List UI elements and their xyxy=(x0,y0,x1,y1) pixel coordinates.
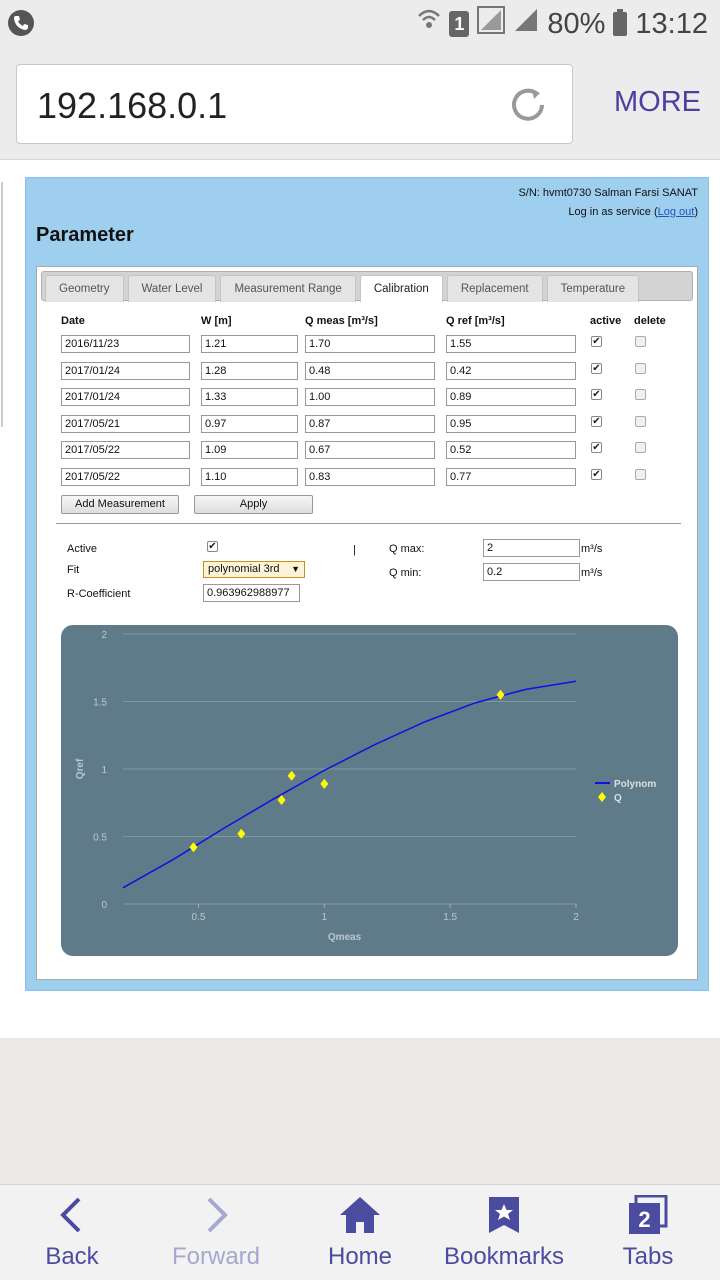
x-tick-label: 1 xyxy=(321,912,328,923)
legend-label: Q xyxy=(614,793,622,804)
add-measurement-button[interactable]: Add Measurement xyxy=(61,495,179,514)
chevron-right-icon xyxy=(201,1195,231,1240)
header-active: active xyxy=(590,315,622,327)
x-tick-label: 2 xyxy=(573,912,579,923)
tab-water-level[interactable]: Water Level xyxy=(128,275,217,302)
tab-temperature[interactable]: Temperature xyxy=(547,275,640,302)
page-background xyxy=(0,1038,720,1184)
forward-label: Forward xyxy=(171,1243,261,1270)
clock: 13:12 xyxy=(635,7,708,40)
header-qmeas: Q meas [m³/s] xyxy=(305,315,378,327)
y-tick-label: 1.5 xyxy=(93,697,107,709)
tab-bar xyxy=(41,271,693,301)
delete-checkbox[interactable] xyxy=(635,469,646,480)
web-page xyxy=(0,160,720,1184)
active-checkbox[interactable]: ✔ xyxy=(592,442,601,454)
x-axis-label: Qmeas xyxy=(327,932,362,943)
sim-icon: 1 xyxy=(449,11,469,37)
bookmarks-button[interactable] xyxy=(432,1185,576,1280)
chevron-left-icon xyxy=(57,1195,87,1240)
w-field[interactable]: 1.28 xyxy=(201,362,298,380)
qref-field[interactable]: 1.55 xyxy=(446,335,576,353)
qmin-field[interactable]: 0.2 xyxy=(483,563,580,581)
delete-checkbox[interactable] xyxy=(635,442,646,453)
w-field[interactable]: 0.97 xyxy=(201,415,298,433)
active-checkbox[interactable]: ✔ xyxy=(592,415,601,427)
qmax-field[interactable]: 2 xyxy=(483,539,580,557)
active-checkbox[interactable]: ✔ xyxy=(592,362,601,374)
date-field[interactable]: 2016/11/23 xyxy=(61,335,190,353)
w-field[interactable]: 1.33 xyxy=(201,388,298,406)
qmax-label: Q max: xyxy=(389,543,425,555)
status-icons xyxy=(417,6,708,42)
w-field[interactable]: 1.09 xyxy=(201,441,298,459)
tabs-button[interactable] xyxy=(576,1185,720,1280)
back-button[interactable] xyxy=(0,1185,144,1280)
qmeas-field[interactable]: 0.67 xyxy=(305,441,435,459)
active-checkbox[interactable]: ✔ xyxy=(208,541,217,552)
active-label: Active xyxy=(67,543,97,555)
battery-icon xyxy=(613,12,627,36)
fit-select[interactable] xyxy=(203,561,305,578)
active-checkbox[interactable]: ✔ xyxy=(592,336,601,347)
y-tick-label: 2 xyxy=(101,630,107,641)
rcoef-field[interactable]: 0.963962988977 xyxy=(203,584,300,602)
data-point xyxy=(189,842,197,852)
y-tick-label: 0 xyxy=(101,900,107,911)
qmeas-field[interactable]: 0.83 xyxy=(305,468,435,486)
logout-link[interactable]: Log out xyxy=(657,206,695,218)
tab-calibration[interactable]: Calibration xyxy=(360,275,443,302)
qref-field[interactable]: 0.42 xyxy=(446,362,576,380)
url-field[interactable] xyxy=(16,64,573,144)
tabs-label: Tabs xyxy=(622,1243,674,1270)
back-label: Back xyxy=(45,1243,99,1270)
dropdown-arrow-icon: ▼ xyxy=(291,564,300,574)
bookmarks-label: Bookmarks xyxy=(443,1243,565,1270)
home-button[interactable] xyxy=(288,1185,432,1280)
legend-label: Polynom xyxy=(614,779,657,790)
qref-field[interactable]: 0.89 xyxy=(446,388,576,406)
date-field[interactable]: 2017/01/24 xyxy=(61,388,190,406)
tab-measurement-range[interactable]: Measurement Range xyxy=(220,275,355,302)
delete-checkbox[interactable] xyxy=(635,389,646,400)
serial-number: S/N: hvmt0730 Salman Farsi SANAT xyxy=(518,187,698,199)
bookmark-icon xyxy=(487,1195,521,1240)
legend-point-swatch xyxy=(598,792,606,802)
data-point xyxy=(320,779,328,789)
y-tick-label: 1 xyxy=(101,765,107,776)
signal-strength-icon xyxy=(513,7,539,41)
qmeas-field[interactable]: 0.48 xyxy=(305,362,435,380)
delete-checkbox[interactable] xyxy=(635,416,646,427)
home-icon xyxy=(338,1195,382,1240)
bottom-nav xyxy=(0,1184,720,1280)
tab-geometry[interactable]: Geometry xyxy=(45,275,124,302)
y-axis-label: Qref xyxy=(75,758,86,780)
delete-checkbox[interactable] xyxy=(635,363,646,374)
qref-field[interactable]: 0.52 xyxy=(446,441,576,459)
delete-checkbox[interactable] xyxy=(635,336,646,347)
active-checkbox[interactable]: ✔ xyxy=(592,469,601,480)
forward-button[interactable] xyxy=(144,1185,288,1280)
login-status xyxy=(568,206,698,218)
wifi-icon xyxy=(417,7,441,41)
w-field[interactable]: 1.10 xyxy=(201,468,298,486)
fit-label: Fit xyxy=(67,564,80,576)
data-point xyxy=(237,829,245,839)
active-checkbox[interactable]: ✔ xyxy=(592,389,601,401)
header-w: W [m] xyxy=(201,315,232,327)
reload-icon[interactable] xyxy=(506,83,550,132)
calibration-chart xyxy=(61,625,678,956)
divider xyxy=(56,523,681,524)
date-field[interactable]: 2017/05/22 xyxy=(61,441,190,459)
date-field[interactable]: 2017/05/21 xyxy=(61,415,190,433)
qmin-label: Q min: xyxy=(389,567,422,579)
parameter-panel xyxy=(25,177,709,991)
battery-percent: 80% xyxy=(547,7,606,40)
status-bar xyxy=(0,0,720,48)
fit-value: polynomial 3rd xyxy=(208,563,280,575)
qmeas-field[interactable]: 1.70 xyxy=(305,335,435,353)
calibration-content xyxy=(36,266,698,980)
data-point xyxy=(497,690,505,700)
home-label: Home xyxy=(327,1243,393,1270)
header-date: Date xyxy=(61,315,85,327)
more-button[interactable]: MORE xyxy=(614,86,701,118)
rcoef-label: R-Coefficient xyxy=(67,588,131,600)
qmeas-field[interactable]: 1.00 xyxy=(305,388,435,406)
qref-field[interactable]: 0.77 xyxy=(446,468,576,486)
login-text: Log in as service ( xyxy=(568,206,658,218)
scroll-edge xyxy=(0,182,3,427)
date-field[interactable]: 2017/01/24 xyxy=(61,362,190,380)
qref-field[interactable]: 0.95 xyxy=(446,415,576,433)
separator: | xyxy=(353,544,356,556)
qmax-unit: m³/s xyxy=(581,543,603,555)
w-field[interactable]: 1.21 xyxy=(201,335,298,353)
tabs-count: 2 xyxy=(638,1207,651,1232)
tab-replacement[interactable]: Replacement xyxy=(447,275,543,302)
url-text[interactable]: 192.168.0.1 xyxy=(37,85,228,126)
address-bar xyxy=(0,48,720,160)
signal-icon xyxy=(477,6,505,42)
header-qref: Q ref [m³/s] xyxy=(446,315,505,327)
date-field[interactable]: 2017/05/22 xyxy=(61,468,190,486)
tabs-icon xyxy=(626,1195,670,1240)
login-close: ) xyxy=(694,206,698,218)
header-delete: delete xyxy=(634,315,666,327)
qmin-unit: m³/s xyxy=(581,567,603,579)
data-point xyxy=(288,771,296,781)
page-title: Parameter xyxy=(36,224,134,246)
chart-svg xyxy=(61,625,678,956)
apply-button[interactable]: Apply xyxy=(194,495,313,514)
x-tick-label: 1.5 xyxy=(443,912,458,923)
qmeas-field[interactable]: 0.87 xyxy=(305,415,435,433)
phone-call-icon xyxy=(8,10,34,36)
y-tick-label: 0.5 xyxy=(93,832,107,844)
x-tick-label: 0.5 xyxy=(191,912,206,923)
series-line-polynom xyxy=(123,681,576,888)
